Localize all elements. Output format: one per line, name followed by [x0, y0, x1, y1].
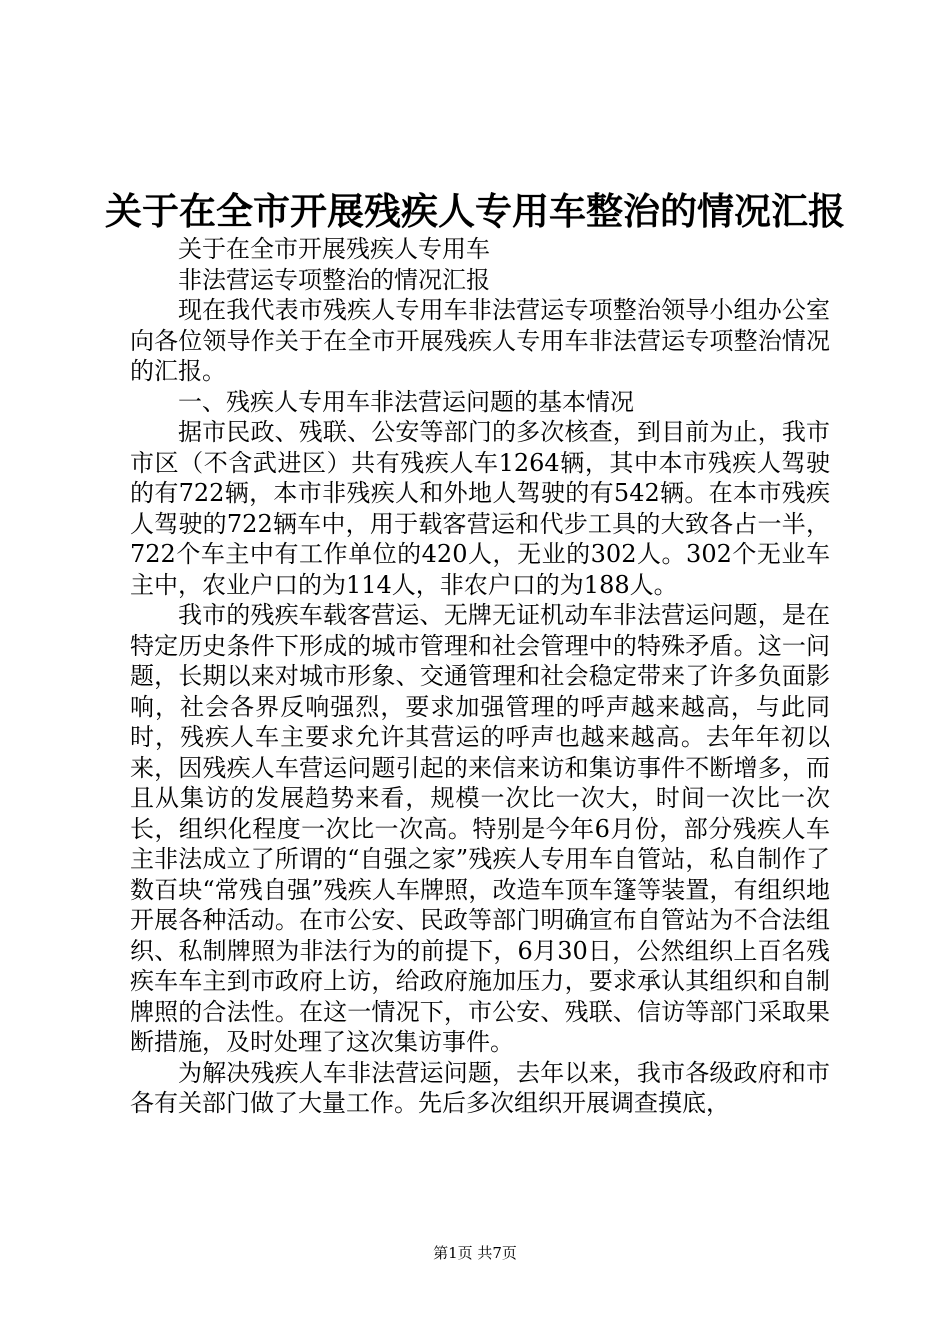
paragraph-statistics: 据市民政、残联、公安等部门的多次核查，到目前为止，我市市区（不含武进区）共有残疾人车1264辆，其中本市残疾人驾驶的有722辆，本市非残疾人和外地人驾驶的有542辆。在本市残疾人驾驶的722辆车中，用于载客营运和代步工具的大致各占一半，722个车主中有工作单位的420人，无业的302人。302个无业车主中，农业户口的为114人，非农户口的为188人。 [130, 418, 830, 599]
section-heading-1: 一、残疾人专用车非法营运问题的基本情况 [178, 387, 634, 416]
page-number-footer: 第1页 共7页 [433, 1244, 517, 1262]
subtitle-line-1: 关于在全市开展残疾人专用车 [178, 235, 490, 263]
paragraph-intro: 现在我代表市残疾人专用车非法营运专项整治领导小组办公室向各位领导作关于在全市开展残疾人专用车非法营运专项整治情况的汇报。 [130, 296, 830, 385]
paragraph-measures: 为解决残疾人车非法营运问题，去年以来，我市各级政府和市各有关部门做了大量工作。先后多次组织开展调查摸底， [130, 1058, 830, 1117]
document-title: 关于在全市开展残疾人专用车整治的情况汇报 [105, 189, 845, 233]
document-body [130, 234, 830, 1119]
subtitle-line-2: 非法营运专项整治的情况汇报 [178, 265, 490, 294]
paragraph-problem: 我市的残疾车载客营运、无牌无证机动车非法营运问题，是在特定历史条件下形成的城市管理和社会管理中的特殊矛盾。这一问题，长期以来对城市形象、交通管理和社会稳定带来了许多负面影响，社会各界反响强烈，要求加强管理的呼声越来越高，与此同时，残疾人车主要求允许其营运的呼声也越来越高。去年年初以来，因残疾人车营运问题引起的来信来访和集访事件不断增多，而且从集访的发展趋势来看，规模一次比一次大，时间一次比一次长，组织化程度一次比一次高。特别是今年6月份，部分残疾人车主非法成立了所谓的“自强之家”残疾人专用车自管站，私自制作了数百块“常残自强”残疾人车牌照，改造车顶车篷等装置，有组织地开展各种活动。在市公安、民政等部门明确宣布自管站为不合法组织、私制牌照为非法行为的前提下，6月30日，公然组织上百名残疾车车主到市政府上访，给政府施加压力，要求承认其组织和自制牌照的合法性。在这一情况下，市公安、残联、信访等部门采取果断措施，及时处理了这次集访事件。 [130, 601, 830, 1056]
